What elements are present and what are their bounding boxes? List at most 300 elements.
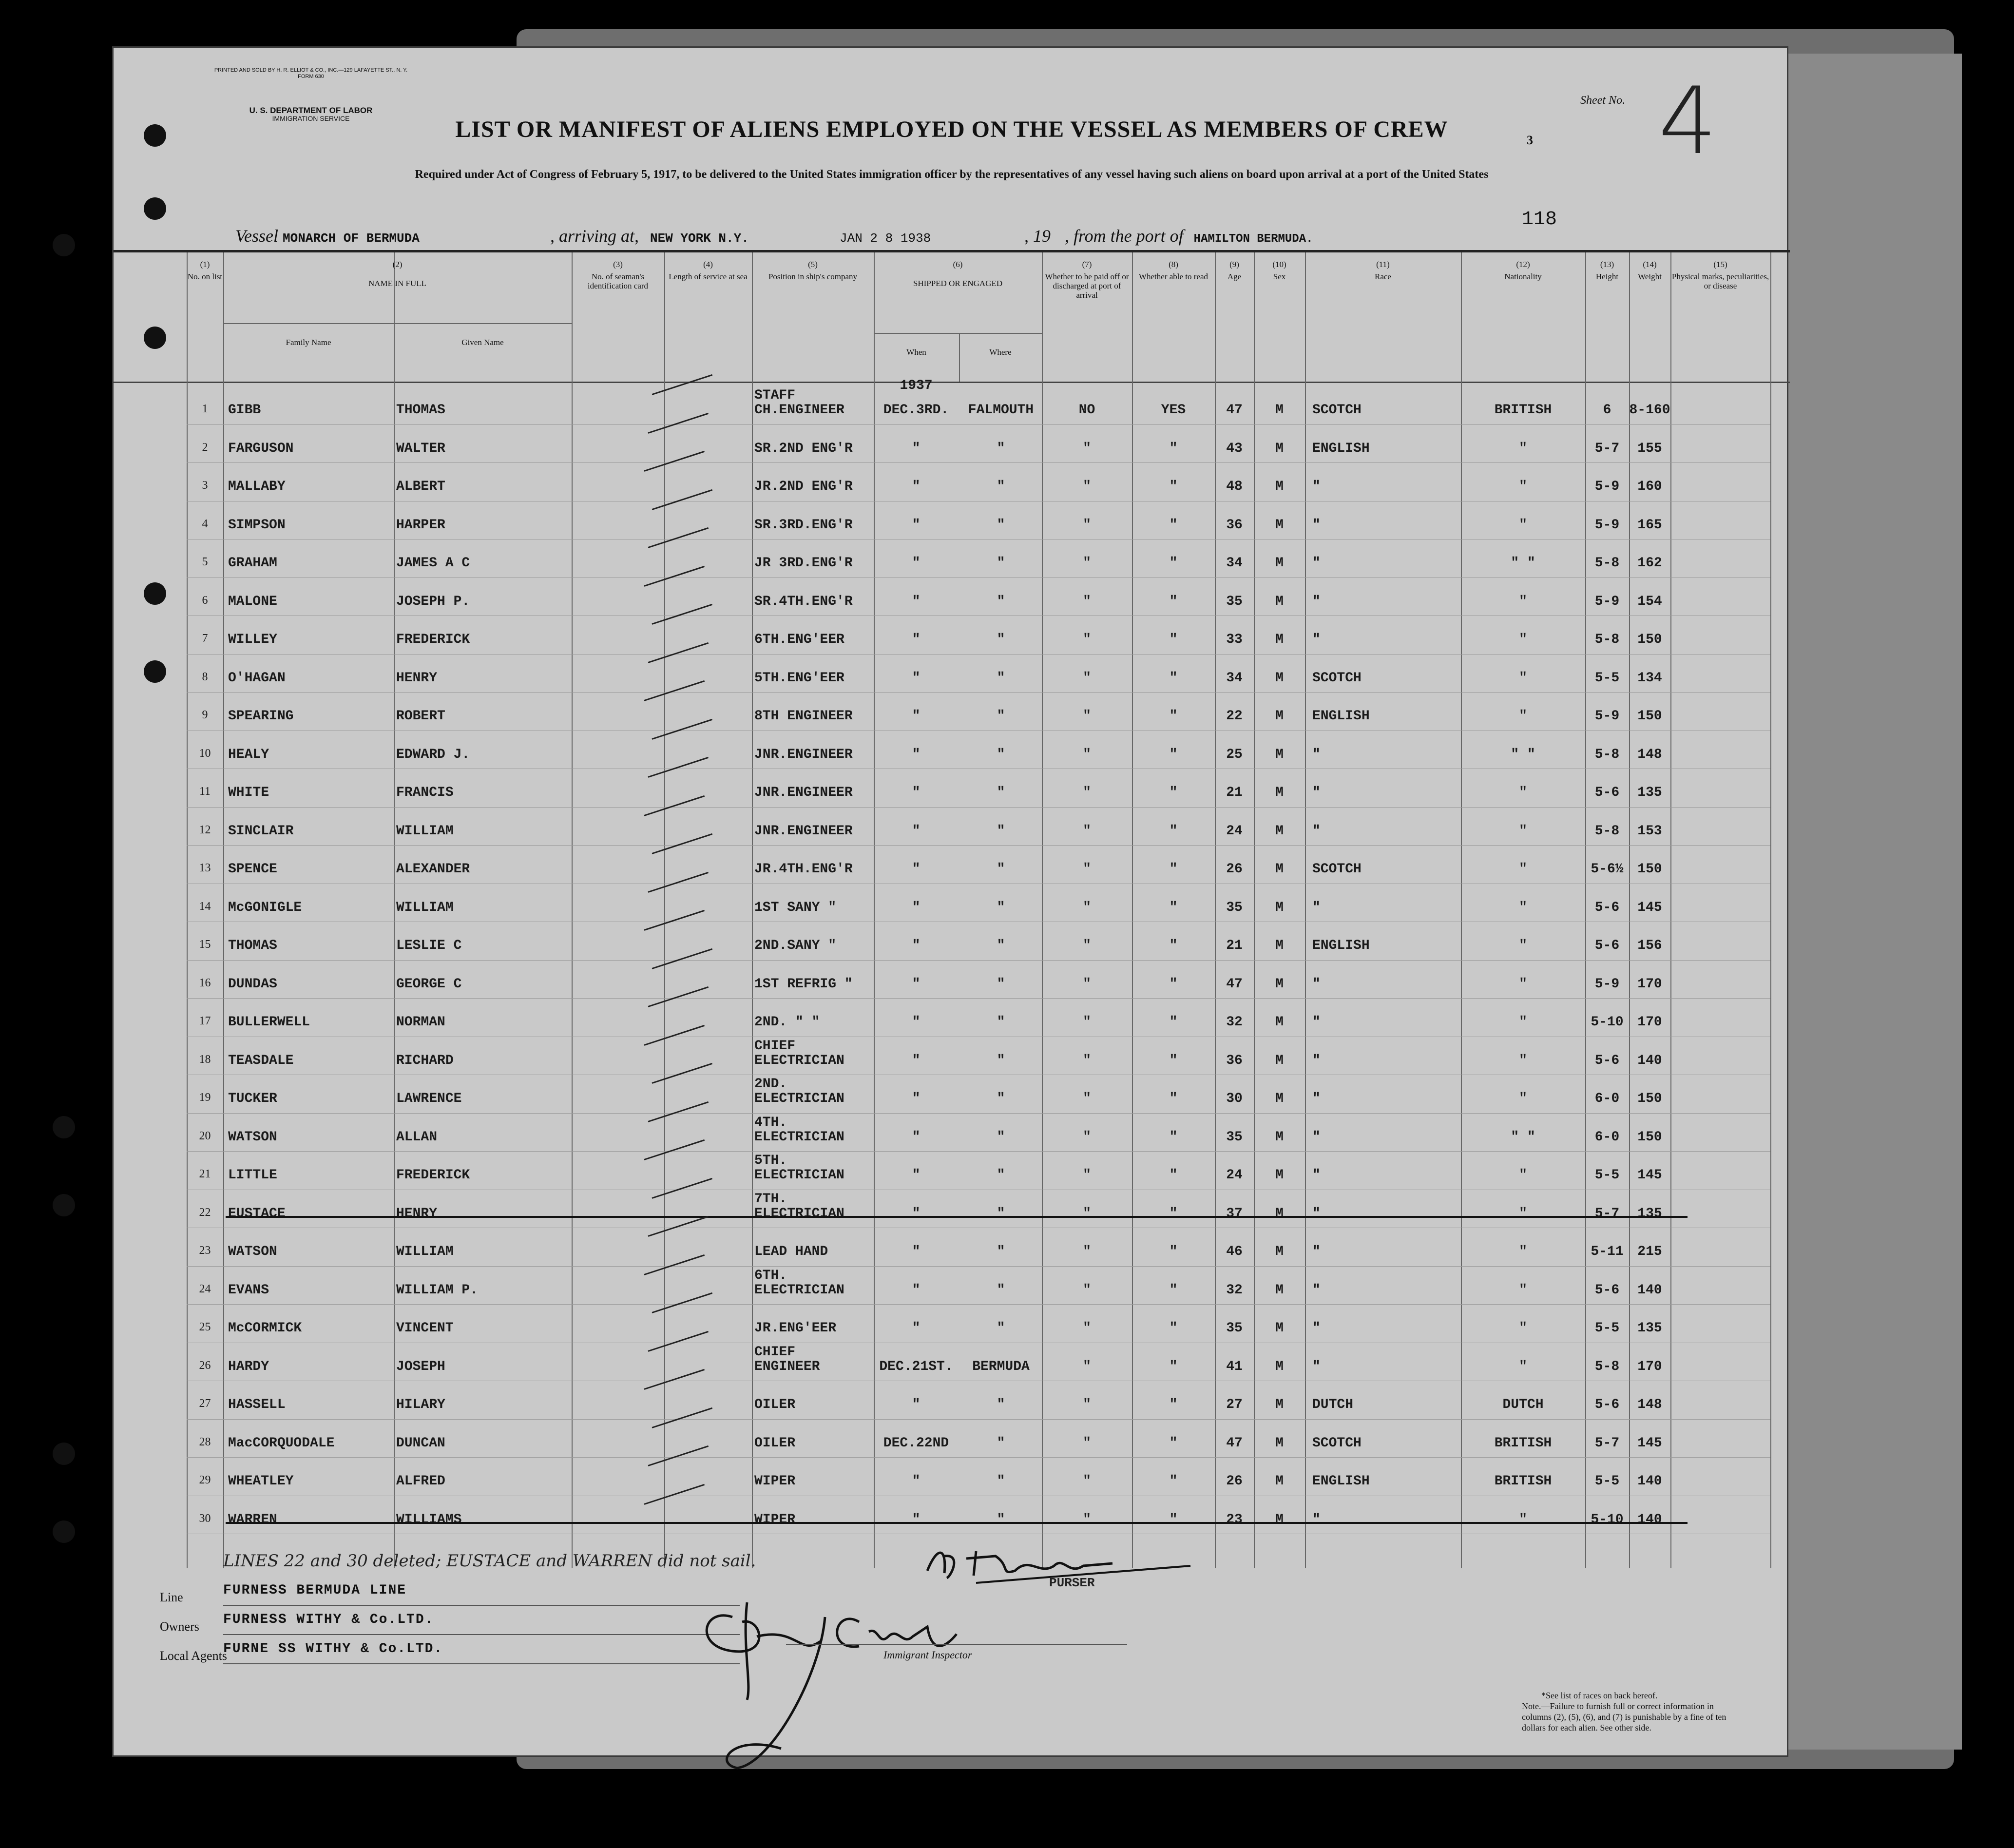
- age: 43: [1226, 441, 1243, 456]
- inspector-label: Immigrant Inspector: [883, 1649, 972, 1661]
- position-prefix: 4TH.: [754, 1115, 787, 1130]
- owners-label: Owners: [160, 1619, 199, 1634]
- shipped-where: ": [997, 1206, 1005, 1221]
- from-port-label: , from the port of: [1065, 226, 1184, 246]
- column-number: (10): [1272, 260, 1286, 269]
- paid-off: ": [1083, 1091, 1091, 1106]
- given-name: ALBERT: [396, 479, 445, 494]
- id-card-check-mark: [648, 527, 709, 548]
- given-name: NORMAN: [396, 1015, 445, 1030]
- penalty-note: Note.—Failure to furnish full or correct information in columns (2), (5), (6), and (7) is punishable by a fine of ten dollars for each alien. See other side.: [1522, 1701, 1726, 1732]
- height: 5-6: [1594, 1397, 1620, 1412]
- position-prefix: CHIEF: [754, 1344, 796, 1360]
- shipped-where: ": [997, 938, 1005, 953]
- vessel-line: [235, 226, 1795, 246]
- position-prefix: STAFF: [754, 388, 796, 403]
- weight: 153: [1637, 823, 1662, 839]
- given-name: HARPER: [396, 517, 445, 533]
- strikethrough-line: [226, 1216, 1688, 1218]
- column-number: (7): [1082, 260, 1092, 269]
- height: 5-8: [1594, 747, 1620, 762]
- id-card-check-mark: [652, 1177, 713, 1198]
- shipped-when: ": [912, 1168, 921, 1183]
- row-number: 7: [202, 632, 208, 645]
- given-name: FREDERICK: [396, 1168, 470, 1183]
- age: 26: [1226, 862, 1243, 877]
- nationality: ": [1519, 1091, 1527, 1106]
- sex: M: [1275, 403, 1284, 418]
- paid-off: ": [1083, 1435, 1091, 1451]
- binder-hole: [53, 234, 75, 256]
- id-card-check-mark: [644, 1024, 705, 1045]
- position: WIPER: [754, 1474, 796, 1489]
- binder-hole: [53, 1443, 75, 1465]
- column-rule: [1305, 252, 1306, 1568]
- weight: 162: [1637, 556, 1662, 571]
- weight: 160: [1637, 479, 1662, 494]
- column-label: Nationality: [1504, 272, 1542, 281]
- given-name: ALLAN: [396, 1129, 438, 1145]
- family-name: WHITE: [228, 785, 269, 800]
- column-header: [752, 260, 874, 281]
- sex: M: [1275, 670, 1284, 686]
- weight: 145: [1637, 900, 1662, 915]
- shipped-where: ": [997, 670, 1005, 686]
- shipped-where: ": [997, 862, 1005, 877]
- id-card-check-mark: [648, 871, 709, 892]
- race: ": [1312, 1168, 1321, 1183]
- shipped-when: ": [912, 556, 921, 571]
- row-rule: [187, 1457, 1770, 1458]
- weight: 150: [1637, 632, 1662, 647]
- shipped-subheader-rule: [874, 333, 1042, 334]
- position-prefix: 5TH.: [754, 1153, 787, 1168]
- age: 36: [1226, 517, 1243, 533]
- shipped-where: ": [997, 1015, 1005, 1030]
- column-header: [1670, 260, 1770, 290]
- weight: 134: [1637, 670, 1662, 686]
- position: ELECTRICIAN: [754, 1168, 844, 1183]
- race: ": [1312, 1244, 1321, 1259]
- given-name: HENRY: [396, 1206, 438, 1221]
- age: 32: [1226, 1282, 1243, 1298]
- column-header: [187, 260, 223, 281]
- sex: M: [1275, 1244, 1284, 1259]
- shipped-where: ": [997, 709, 1005, 724]
- position: 5TH.ENG'EER: [754, 670, 844, 686]
- height: 5-10: [1591, 1015, 1624, 1030]
- shipped-where: ": [997, 1091, 1005, 1106]
- column-header: [1629, 260, 1670, 281]
- able-to-read: ": [1169, 709, 1178, 724]
- age: 47: [1226, 1435, 1243, 1451]
- paid-off: ": [1083, 1282, 1091, 1298]
- shipped-where: ": [997, 823, 1005, 839]
- binder-hole: [144, 197, 166, 220]
- position: LEAD HAND: [754, 1244, 828, 1259]
- shipped-when: ": [912, 1206, 921, 1221]
- shipped-when: ": [912, 1129, 921, 1145]
- row-number: 9: [202, 709, 208, 721]
- age: 25: [1226, 747, 1243, 762]
- column-rule: [572, 252, 573, 1568]
- race: ": [1312, 747, 1321, 762]
- height: 5-9: [1594, 479, 1620, 494]
- column-number: (9): [1229, 260, 1239, 269]
- race: ": [1312, 785, 1321, 800]
- row-number: 30: [199, 1512, 211, 1525]
- height: 5-8: [1594, 556, 1620, 571]
- sex: M: [1275, 1321, 1284, 1336]
- sex: M: [1275, 1435, 1284, 1451]
- position: JNR.ENGINEER: [754, 747, 853, 762]
- shipped-when: ": [912, 900, 921, 915]
- paid-off: ": [1083, 556, 1091, 571]
- shipped-when: ": [912, 709, 921, 724]
- able-to-read: ": [1169, 1206, 1178, 1221]
- family-name: SIMPSON: [228, 517, 286, 533]
- shipped-when: ": [912, 441, 921, 456]
- id-card-check-mark: [644, 451, 705, 472]
- height: 5-8: [1594, 632, 1620, 647]
- row-number: 19: [199, 1091, 211, 1104]
- column-number: (14): [1643, 260, 1657, 269]
- position: JR.2ND ENG'R: [754, 479, 853, 494]
- given-name: ALEXANDER: [396, 862, 470, 877]
- paid-off: ": [1083, 1321, 1091, 1336]
- paid-off: ": [1083, 1512, 1091, 1527]
- name-subheader-rule: [223, 323, 572, 324]
- position: SR.2ND ENG'R: [754, 441, 853, 456]
- column-number: (1): [200, 260, 210, 269]
- position: ENGINEER: [754, 1359, 820, 1374]
- position-prefix: 2ND.: [754, 1077, 787, 1092]
- row-number: 6: [202, 594, 208, 607]
- shipped-when: ": [912, 594, 921, 609]
- nationality: DUTCH: [1502, 1397, 1544, 1412]
- id-card-check-mark: [648, 757, 709, 778]
- inspector-signature: [674, 1588, 1015, 1792]
- column-number: (15): [1713, 260, 1727, 269]
- nationality: ": [1519, 441, 1527, 456]
- column-rule: [752, 252, 753, 1568]
- paid-off: ": [1083, 785, 1091, 800]
- race: ": [1312, 1015, 1321, 1030]
- family-name: HEALY: [228, 747, 269, 762]
- sex: M: [1275, 747, 1284, 762]
- nationality: ": [1519, 1244, 1527, 1259]
- row-rule: [187, 807, 1770, 808]
- shipped-when: ": [912, 785, 921, 800]
- nationality: BRITISH: [1494, 1474, 1552, 1489]
- nationality: ": [1519, 938, 1527, 953]
- paid-off: NO: [1078, 403, 1095, 418]
- binder-hole: [144, 582, 166, 605]
- paid-off: ": [1083, 1244, 1091, 1259]
- given-name: GEORGE C: [396, 976, 462, 992]
- position: JNR.ENGINEER: [754, 823, 853, 839]
- paid-off: ": [1083, 1359, 1091, 1374]
- column-label: NAME IN FULL: [368, 279, 426, 288]
- column-label: Age: [1227, 272, 1242, 281]
- id-card-check-mark: [652, 604, 713, 625]
- age: 26: [1226, 1474, 1243, 1489]
- sex: M: [1275, 900, 1284, 915]
- row-number: 2: [202, 441, 208, 454]
- family-name: HARDY: [228, 1359, 269, 1374]
- column-header: [1215, 260, 1254, 281]
- sex: M: [1275, 1282, 1284, 1298]
- position: 6TH.ENG'EER: [754, 632, 844, 647]
- shipped-split-rule: [959, 333, 960, 382]
- race: ": [1312, 517, 1321, 533]
- shipped-where: ": [997, 1244, 1005, 1259]
- given-name: WALTER: [396, 441, 445, 456]
- height: 5-5: [1594, 670, 1620, 686]
- row-number: 20: [199, 1129, 211, 1142]
- row-number: 15: [199, 938, 211, 951]
- id-card-check-mark: [652, 489, 713, 510]
- given-name: WILLIAMS: [396, 1512, 462, 1527]
- column-rule: [1770, 252, 1771, 1568]
- shipped-when: ": [912, 670, 921, 686]
- binder-hole: [53, 1194, 75, 1216]
- given-name: ALFRED: [396, 1474, 445, 1489]
- race: ": [1312, 594, 1321, 609]
- position: ELECTRICIAN: [754, 1206, 844, 1221]
- height: 6-0: [1594, 1129, 1620, 1145]
- height: 5-11: [1591, 1244, 1624, 1259]
- nationality: ": [1519, 479, 1527, 494]
- given-name: JOSEPH P.: [396, 594, 470, 609]
- height: 5-6: [1594, 1282, 1620, 1298]
- year-label: , 19: [1024, 226, 1051, 246]
- column-label: No. of seaman's identification card: [587, 272, 649, 290]
- shipped-when: ": [912, 479, 921, 494]
- row-rule: [187, 462, 1770, 463]
- owners-value: FURNESS WITHY & Co.LTD.: [223, 1612, 434, 1627]
- race: SCOTCH: [1312, 862, 1362, 877]
- row-number: 14: [199, 900, 211, 913]
- id-card-check-mark: [652, 1292, 713, 1313]
- family-name: EVANS: [228, 1282, 269, 1298]
- weight: 140: [1637, 1053, 1662, 1068]
- position: WIPER: [754, 1512, 796, 1527]
- row-rule: [187, 960, 1770, 961]
- column-number: (8): [1169, 260, 1178, 269]
- shipped-when: ": [912, 1244, 921, 1259]
- shipped-where: ": [997, 1474, 1005, 1489]
- family-name: WHEATLEY: [228, 1474, 294, 1489]
- row-number: 10: [199, 747, 211, 760]
- nationality: ": [1519, 1321, 1527, 1336]
- family-name: McGONIGLE: [228, 900, 302, 915]
- weight: 156: [1637, 938, 1662, 953]
- row-number: 26: [199, 1359, 211, 1372]
- printer-imprint: [160, 67, 462, 80]
- paid-off: ": [1083, 1129, 1091, 1145]
- column-header: [1305, 260, 1461, 281]
- column-header: [572, 260, 664, 290]
- position: ELECTRICIAN: [754, 1129, 844, 1145]
- arrival-date-stamp: JAN 2 8 1938: [840, 231, 931, 246]
- column-label: Weight: [1638, 272, 1662, 281]
- shipped-where: ": [997, 632, 1005, 647]
- weight: 170: [1637, 1015, 1662, 1030]
- nationality: ": [1519, 862, 1527, 877]
- id-card-check-mark: [644, 1254, 705, 1275]
- sex: M: [1275, 1168, 1284, 1183]
- sex: M: [1275, 1512, 1284, 1527]
- column-number: (13): [1600, 260, 1614, 269]
- position: JNR.ENGINEER: [754, 785, 853, 800]
- shipped-when: ": [912, 938, 921, 953]
- nationality: " ": [1511, 747, 1535, 762]
- agents-rule: [223, 1663, 740, 1664]
- id-card-check-mark: [644, 1483, 705, 1504]
- row-number: 17: [199, 1015, 211, 1027]
- sex: M: [1275, 862, 1284, 877]
- shipped-when: ": [912, 1091, 921, 1106]
- race: ": [1312, 1129, 1321, 1145]
- position: JR.4TH.ENG'R: [754, 862, 853, 877]
- shipped-where: ": [997, 1435, 1005, 1451]
- weight: 150: [1637, 709, 1662, 724]
- vessel-label: Vessel: [235, 226, 278, 246]
- shipped-when: DEC.3RD.: [883, 403, 949, 418]
- paid-off: ": [1083, 1397, 1091, 1412]
- paid-off: ": [1083, 594, 1091, 609]
- weight: 148: [1637, 747, 1662, 762]
- race: SCOTCH: [1312, 1435, 1362, 1451]
- paid-off: ": [1083, 1015, 1091, 1030]
- height: 5-6: [1594, 1053, 1620, 1068]
- position: 2ND.SANY ": [754, 938, 837, 953]
- column-rule: [394, 252, 395, 1568]
- column-label: No. on list: [187, 272, 223, 281]
- height: 5-5: [1594, 1474, 1620, 1489]
- id-card-check-mark: [648, 642, 709, 663]
- paid-off: ": [1083, 823, 1091, 839]
- row-number: 25: [199, 1321, 211, 1333]
- row-number: 3: [202, 479, 208, 492]
- paid-off: ": [1083, 976, 1091, 992]
- family-name: WARREN: [228, 1512, 277, 1527]
- row-number: 27: [199, 1397, 211, 1410]
- height: 5-7: [1594, 1206, 1620, 1221]
- department-name: U. S. DEPARTMENT OF LABOR: [249, 106, 373, 115]
- column-subheader: Where: [989, 347, 1012, 357]
- nationality: ": [1519, 1015, 1527, 1030]
- nationality: ": [1519, 1206, 1527, 1221]
- age: 35: [1226, 900, 1243, 915]
- family-name: HASSELL: [228, 1397, 286, 1412]
- position: SR.3RD.ENG'R: [754, 517, 853, 533]
- age: 47: [1226, 403, 1243, 418]
- table-top-rule: [114, 250, 1790, 252]
- race: SCOTCH: [1312, 403, 1362, 418]
- race: ": [1312, 1321, 1321, 1336]
- agents-value: FURNE SS WITHY & Co.LTD.: [223, 1641, 443, 1656]
- title-number: 3: [1527, 133, 1533, 147]
- family-name: WILLEY: [228, 632, 277, 647]
- shipped-when: DEC.21ST.: [879, 1359, 953, 1374]
- inspector-signature-graphic: [674, 1588, 1015, 1792]
- nationality: ": [1519, 1512, 1527, 1527]
- able-to-read: ": [1169, 900, 1178, 915]
- family-name: O'HAGAN: [228, 670, 286, 686]
- age: 23: [1226, 1512, 1243, 1527]
- row-number: 8: [202, 670, 208, 683]
- family-name: GRAHAM: [228, 556, 277, 571]
- family-name: FARGUSON: [228, 441, 294, 456]
- column-label: Race: [1375, 272, 1391, 281]
- sex: M: [1275, 785, 1284, 800]
- able-to-read: ": [1169, 632, 1178, 647]
- position-prefix: 6TH.: [754, 1268, 787, 1283]
- age: 27: [1226, 1397, 1243, 1412]
- row-number: 22: [199, 1206, 211, 1219]
- given-name: HILARY: [396, 1397, 445, 1412]
- race: ": [1312, 976, 1321, 992]
- family-name: McCORMICK: [228, 1321, 302, 1336]
- paid-off: ": [1083, 709, 1091, 724]
- row-number: 1: [202, 403, 208, 415]
- footnote: [1522, 1690, 1726, 1733]
- binder-hole: [53, 1521, 75, 1543]
- column-label: Whether to be paid off or discharged at port of arrival: [1045, 272, 1129, 300]
- race: ": [1312, 900, 1321, 915]
- paid-off: ": [1083, 1206, 1091, 1221]
- row-number: 16: [199, 976, 211, 989]
- column-number: (12): [1516, 260, 1530, 269]
- able-to-read: ": [1169, 823, 1178, 839]
- column-header: [223, 260, 572, 288]
- id-card-check-mark: [652, 948, 713, 969]
- given-name: DUNCAN: [396, 1435, 445, 1451]
- row-number: 13: [199, 862, 211, 874]
- age: 46: [1226, 1244, 1243, 1259]
- sex: M: [1275, 1474, 1284, 1489]
- paid-off: ": [1083, 632, 1091, 647]
- weight: 140: [1637, 1512, 1662, 1527]
- column-number: (5): [808, 260, 818, 269]
- shipped-when: ": [912, 1321, 921, 1336]
- sex: M: [1275, 1015, 1284, 1030]
- able-to-read: ": [1169, 747, 1178, 762]
- weight: 150: [1637, 1129, 1662, 1145]
- id-card-check-mark: [652, 1063, 713, 1084]
- age: 35: [1226, 1129, 1243, 1145]
- age: 21: [1226, 785, 1243, 800]
- column-subheader: When: [906, 347, 926, 357]
- height: 6-0: [1594, 1091, 1620, 1106]
- shipped-where: ": [997, 1512, 1005, 1527]
- column-number: (6): [953, 260, 963, 269]
- age: 21: [1226, 938, 1243, 953]
- shipped-where: ": [997, 479, 1005, 494]
- shipped-where: ": [997, 556, 1005, 571]
- nationality: ": [1519, 976, 1527, 992]
- nationality: ": [1519, 900, 1527, 915]
- family-name: SPENCE: [228, 862, 277, 877]
- sex: M: [1275, 1053, 1284, 1068]
- given-name: EDWARD J.: [396, 747, 470, 762]
- given-name: WILLIAM: [396, 823, 454, 839]
- nationality: ": [1519, 1282, 1527, 1298]
- given-name: ROBERT: [396, 709, 445, 724]
- height: 5-5: [1594, 1168, 1620, 1183]
